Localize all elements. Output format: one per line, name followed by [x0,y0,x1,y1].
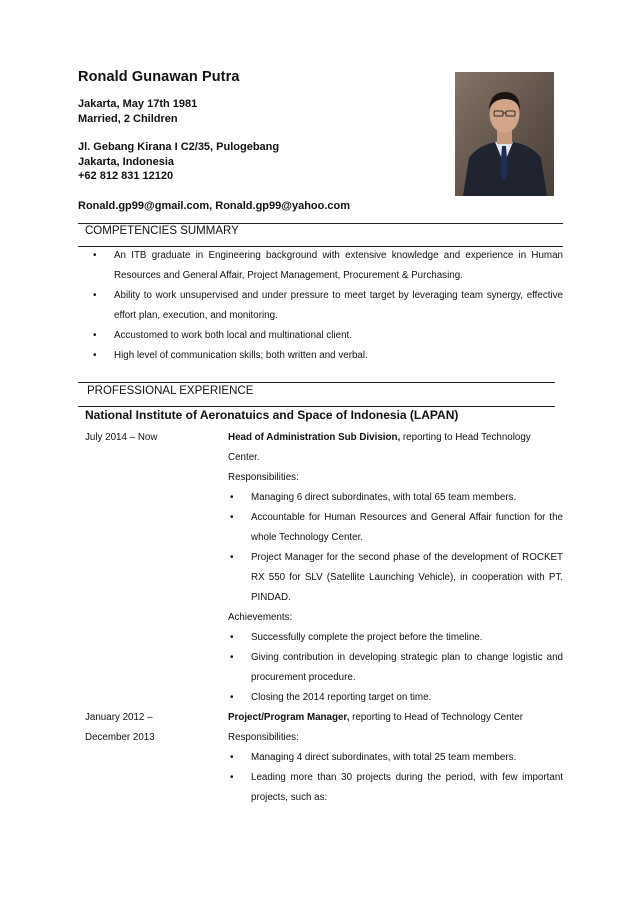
experience-title: PROFESSIONAL EXPERIENCE [87,385,254,397]
job-1-details [228,428,563,708]
responsibility-item: • Project Manager for the second phase of the development of ROCKET RX 550 for SLV (Satellite Launching Vehicle), in cooperation with PT. PINDAD. [230,548,563,608]
achievement-item: • Successfully complete the project before the timeline. [230,628,563,648]
period-line-1: January 2012 – [85,712,153,723]
divider-bottom-experience [78,406,555,407]
organization-name: National Institute of Aeronatuics and Space of Indonesia (LAPAN) [85,408,459,422]
job-1-achievements [228,628,563,708]
job-1-header [228,428,563,468]
competency-item: • High level of communication skills; both written and verbal. [93,346,563,366]
address-line-2: Jakarta, Indonesia [78,155,174,168]
competency-item: • Ability to work unsupervised and under pressure to meet target by leveraging team synergy, effective effort plan, execution, and monitoring. [93,286,563,326]
job-2-period [85,708,155,748]
profile-photo-icon [455,72,554,196]
job-reporting: reporting to Head Technology Center. [228,432,531,463]
job-2-header [228,708,563,728]
phone-number: +62 812 831 12120 [78,170,174,182]
job-1-period [85,428,157,448]
responsibility-item: • Accountable for Human Resources and General Affair function for the whole Technology Center. [230,508,563,548]
competency-item: • Accustomed to work both local and multinational client. [93,326,563,346]
job-position: Project/Program Manager, [228,712,350,723]
competencies-title: COMPETENCIES SUMMARY [85,225,239,237]
job-position: Head of Administration Sub Division, [228,432,401,443]
email-addresses: Ronald.gp99@gmail.com, Ronald.gp99@yahoo.com [78,200,351,212]
responsibilities-label: Responsibilities: [228,732,299,743]
achievement-item: • Giving contribution in developing strategic plan to change logistic and procurement procedure. [230,648,563,688]
competencies-list [93,246,563,366]
responsibility-item: • Leading more than 30 projects during the period, with few important projects, such as: [230,768,563,808]
responsibilities-label: Responsibilities: [228,472,299,483]
marital-status: Married, 2 Children [78,112,178,125]
responsibility-item: • Managing 6 direct subordinates, with total 65 team members. [230,488,563,508]
candidate-name: Ronald Gunawan Putra [78,69,240,85]
period-line-2: December 2013 [85,732,155,743]
achievements-label: Achievements: [228,612,293,623]
competency-item: • An ITB graduate in Engineering background with extensive knowledge and experience in Human Resources and General Affair, Project Management, Procurement & Purchasing. [93,246,563,286]
birth-info: Jakarta, May 17th 1981 [78,98,198,110]
job-reporting: reporting to Head of Technology Center [349,712,523,723]
divider-top-experience [78,382,555,383]
divider-top-competencies [78,223,563,224]
profile-photo [455,72,554,196]
responsibility-item: • Managing 4 direct subordinates, with total 25 team members. [230,748,563,768]
achievement-item: • Closing the 2014 reporting target on time. [230,688,563,708]
job-2-responsibilities [228,748,563,808]
address-line-1: Jl. Gebang Kirana I C2/35, Pulogebang [78,141,280,153]
address-block [78,140,279,184]
job-2-details [228,708,563,808]
job-1-responsibilities [228,488,563,608]
period-line-1: July 2014 – Now [85,432,158,443]
personal-info [78,97,197,126]
